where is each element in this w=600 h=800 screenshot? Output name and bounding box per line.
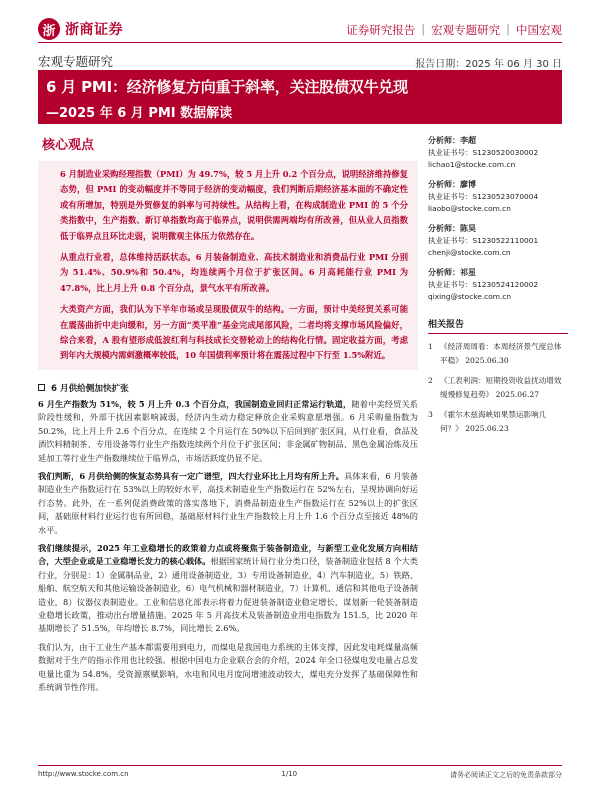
summary-paragraph: 大类资产方面，我们认为下半年市场或呈现股债双牛的结构。一方面，预计中美经贸关系可能在震荡曲折中走向缓和，另一方面“类平准”基金完成尾部风险，二者均将支撑市场风险偏好，综合来看，A 股有望形成低波红利与科技成长交替轮动上的结构化行情。固定收益方面，考虑到年内大规模内需刺激概率较低，10 年国债利率预计将在震荡过程中下行至 1.5%附近。 xyxy=(60,304,408,361)
body-paragraph xyxy=(38,542,418,636)
related-report-title[interactable]: 《工表利润：短期投资收益扰动增效缓慢修复趋势》 2025.06.27 xyxy=(440,376,562,399)
paragraph-text: 根据国家统计局行业分类口径，装备制造业包括 8 个大类行业，分别是：1）金属制品业，2）通用设备制造业，3）专用设备制造业，4）汽车制造业，5）铁路、船舶、航空航天和其他运输设备制造业，6）电气机械和器材制造业，7）计算机、通信和其他电子设备制造业，8）仪器仪表制造业。工业和信息化部表示将着力促进装备制造业稳定增长，谋划新一轮装备制造业稳增长政策，推动出台增量措施。2025 年 5 月高技术及装备制造业用电指数为 151.5，比 2020 年基期增长了 51.5%，年均增长 8.7%，同比增长 2.6%。 xyxy=(38,556,418,634)
report-date: 报告日期：2025 年 06 月 30 日 xyxy=(415,59,562,70)
summary-box xyxy=(38,161,418,370)
related-report-title[interactable]: 《经济周周看：本周经济景气度总体平稳》 2025.06.30 xyxy=(440,342,562,365)
nav-report-category: 证券研究报告 xyxy=(346,23,416,37)
footer-url[interactable]: http://www.stocke.com.cn xyxy=(38,770,129,778)
nav-region: 中国宏观 xyxy=(516,23,562,37)
summary-paragraph: 从重点行业看，总体维持活跃状态。6 月装备制造业、高技术制造业和消费品行业 PMI 分别为 51.4%、50.9%和 50.4%，均连续两个月位于扩张区间。6 月高耗能行业 PMI 为 47.8%，比上月上升 0.8 个百分点，景气水平有所改善。 xyxy=(60,252,408,293)
related-reports-heading: 相关报告 xyxy=(428,317,568,334)
related-report-item[interactable] xyxy=(428,374,568,402)
analyst-cert: 执业证书号：S1230520030002 xyxy=(428,148,539,157)
nav-report-type: 宏观专题研究 xyxy=(431,23,501,37)
paragraph-text: 我们认为，由于工业生产基本都需要用到电力，而煤电是我国电力系统的主体支撑，因此发电耗煤量高频数据对于生产的指示作用也比较强。根据中国电力企业联合会的介绍，2024 年全口径煤电发电量占总发电量比重为 54.8%，受资源禀赋影响，水电和风电月度间增速波动较大，煤电充分发挥了基础保障性和系统调节性作用。 xyxy=(38,641,418,692)
analyst-card xyxy=(428,134,568,171)
analyst-cert: 执业证书号：S1230524120002 xyxy=(428,280,539,289)
footer-divider xyxy=(38,765,562,766)
analyst-email[interactable]: chenji@stocke.com.cn xyxy=(428,248,511,257)
analyst-name: 分析师：祁星 xyxy=(428,268,476,277)
page-number: 1/10 xyxy=(281,770,298,778)
analyst-name: 分析师：陈昊 xyxy=(428,224,476,233)
body-heading-text: 6 月供给侧加快扩张 xyxy=(51,383,129,394)
company-logo xyxy=(38,18,123,40)
analyst-email[interactable]: liaobo@stocke.com.cn xyxy=(428,204,511,213)
header-nav xyxy=(346,22,562,38)
body-paragraph xyxy=(38,398,418,465)
related-report-title[interactable]: 《霍尔木兹海峡如果禁运影响几何？》 2025.06.23 xyxy=(440,410,547,433)
paragraph-text: 随着中美经贸关系阶段性缓和，外部干扰因素影响减弱，经济内生动力稳定释放企业采购意愿增强。6 月采购量指数为 50.2%，比上月上升 2.6 个百分点，在连续 2 个月运行在 50%以下后回到扩张区间，从行业看，食品及酒饮料精制茶、专用设备等行业生产指数连续两个月位于扩张区间；非金属矿物制品、黑色金属冶炼及压延加工等行业生产指数继续位于临界点，市场活跃度仍显不足。 xyxy=(38,398,418,463)
footer-disclaimer: 请务必阅读正文之后的免责条款部分 xyxy=(449,771,562,779)
analyst-email[interactable]: qixing@stocke.com.cn xyxy=(428,292,512,301)
related-report-item[interactable] xyxy=(428,340,568,368)
page-footer xyxy=(38,770,562,780)
logo-mark-icon: 浙 xyxy=(38,18,60,40)
analyst-card xyxy=(428,266,568,303)
body-paragraph xyxy=(38,641,418,695)
header-divider xyxy=(38,42,562,43)
logo-text: 浙商证券 xyxy=(65,22,123,38)
paragraph-lead: 我们判断，6 月供给侧的恢复态势具有一定广谱型，四大行业环比上月均有所上升。 xyxy=(38,470,345,481)
checkbox-square-icon xyxy=(38,384,45,391)
analyst-name: 分析师：李超 xyxy=(428,136,476,145)
report-type: 宏观专题研究 xyxy=(38,54,114,69)
subheader xyxy=(38,52,562,70)
sidebar xyxy=(428,134,568,442)
analyst-card xyxy=(428,222,568,259)
related-report-number: 2 xyxy=(428,376,433,385)
body-paragraph xyxy=(38,470,418,537)
nav-separator: | xyxy=(506,22,510,36)
related-report-number: 1 xyxy=(428,342,433,351)
body-text xyxy=(38,398,418,695)
body-section-heading xyxy=(38,382,418,394)
related-report-item[interactable] xyxy=(428,408,568,436)
title-band xyxy=(38,70,562,124)
analyst-cert: 执业证书号：S1230523070004 xyxy=(428,192,539,201)
page-subtitle: —2025 年 6 月 PMI 数据解读 xyxy=(46,106,233,121)
paragraph-lead: 6 月生产指数为 51%，较 5 月上升 0.3 个百分点，我国制造业回归正常运行轨道， xyxy=(38,398,352,409)
analyst-email[interactable]: lichao1@stocke.com.cn xyxy=(428,160,516,169)
summary-paragraph: 6 月制造业采购经理指数（PMI）为 49.7%，较 5 月上升 0.2 个百分点，说明经济维持修复态势，但 PMI 的变动幅度并不等同于经济的变动幅度，我们判断后期经济基本面的不确定性或有所增加，特别是外贸修复的斜率与可持续性。从结构上看，在构成制造业 PMI 的 5 个分类指数中，生产指数、新订单指数均高于临界点，说明供需两端均有所改善，但从业人员指数低于临界点且环比走弱，说明微观主体压力依然存在。 xyxy=(60,169,408,241)
analyst-name: 分析师：廖博 xyxy=(428,180,476,189)
paragraph-text: 具体来看，6 月装备制造业生产指数运行在 53%以上的较好水平，高技术制造业生产指数运行在 52%左右，呈现协调向好运行态势。此外，在一系列促消费政策的落实落地下，消费品制造业生产指数运行在 52%以上的扩张区间，基础原材料行业运行也有所回稳，基础原材料行业生产指数较上月上升 1.6 个百分点至接近 48%的水平。 xyxy=(38,470,418,535)
main-content xyxy=(38,130,418,699)
related-report-number: 3 xyxy=(428,410,433,419)
analyst-cert: 执业证书号：S1230522110001 xyxy=(428,236,539,245)
page-title: 6 月 PMI：经济修复方向重于斜率，关注股债双牛兑现 xyxy=(46,78,408,96)
related-reports-list xyxy=(428,340,568,436)
paragraph-lead: 我们继续提示，2025 年工业稳增长的政策着力点或将聚焦于装备制造业，与新型工业化发展方向相结合，大型企业或是工业稳增长发力的核心载体。 xyxy=(38,542,418,567)
nav-separator: | xyxy=(421,22,426,36)
summary-heading: 核心观点 xyxy=(42,138,95,153)
analyst-card xyxy=(428,178,568,215)
